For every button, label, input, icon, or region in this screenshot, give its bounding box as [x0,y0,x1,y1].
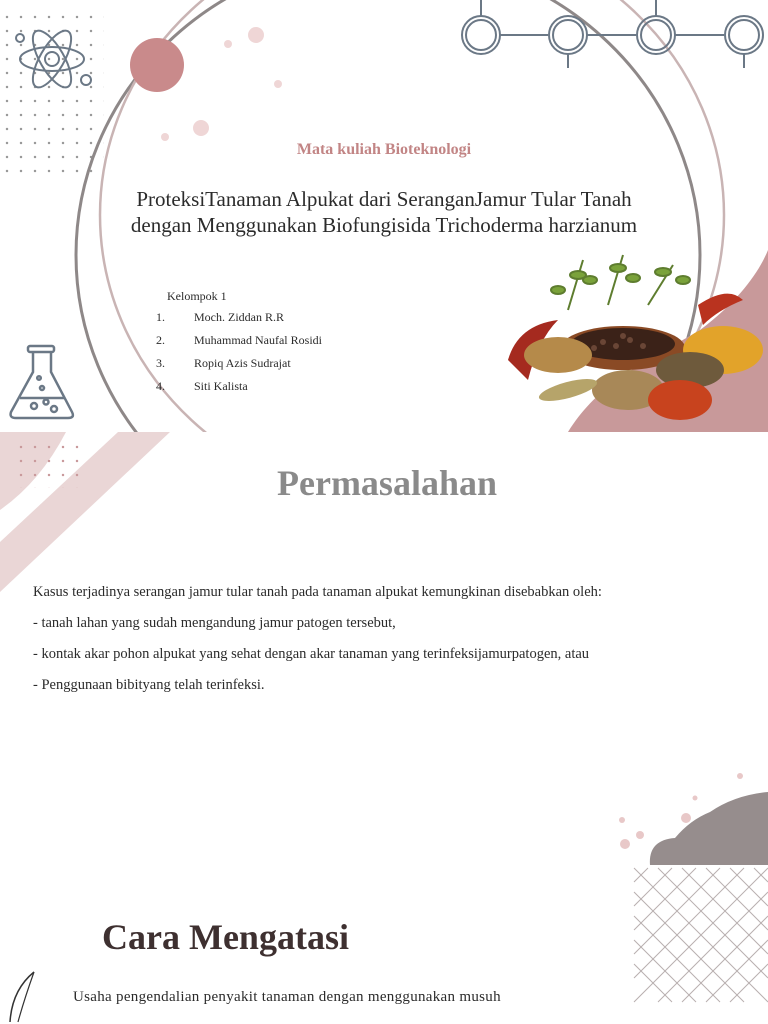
member-name: Ropiq Azis Sudrajat [194,356,291,370]
member-number: 3. [156,356,165,370]
member-number: 2. [156,333,165,347]
course-subtitle: Mata kuliah Bioteknologi [296,141,472,158]
title-line-2: dengan Menggunakan Biofungisida Trichoderma harzianum [130,213,638,237]
slide-title [84,186,684,238]
member-number: 4. [156,379,165,393]
member-list [156,310,322,402]
text-line: Kasus terjadinya serangan jamur tular tanah pada tanaman alpukat kemungkinan disebabkan oleh: [33,584,602,600]
group-label: Kelompok 1 [167,289,227,303]
spices-photo [498,250,768,432]
member-name: Siti Kalista [194,379,248,393]
section-heading: Permasalahan [277,463,497,503]
member-name: Moch. Ziddan R.R [194,310,284,324]
atom-icon [10,18,96,100]
title-slide [0,0,768,432]
problem-slide [0,432,768,720]
section-heading: Cara Mengatasi [102,917,349,957]
text-line: - Penggunaan bibityang telah terinfeksi. [33,677,265,693]
network-circles-icon [456,0,768,70]
dot-grid [14,440,84,488]
list-item [156,356,322,379]
title-line-1: ProteksiTanaman Alpukat dari SeranganJamur Tular Tanah [136,187,632,211]
member-name: Muhammad Naufal Rosidi [194,333,322,347]
text-line: - tanah lahan yang sudah mengandung jamur patogen tersebut, [33,615,396,631]
list-item [156,310,322,333]
problem-text [33,584,602,708]
flask-icon [6,342,78,422]
paragraph: Usaha pengendalian penyakit tanaman dengan menggunakan musuh [73,989,501,1005]
text-line: - kontak akar pohon alpukat yang sehat dengan akar tanaman yang terinfeksijamurpatogen, atau [33,646,590,662]
list-item [156,333,322,356]
feather-icon [4,970,44,1024]
solution-slide [0,720,768,1024]
member-number: 1. [156,310,165,324]
list-item [156,379,322,402]
decorative-cloud [600,760,768,1024]
